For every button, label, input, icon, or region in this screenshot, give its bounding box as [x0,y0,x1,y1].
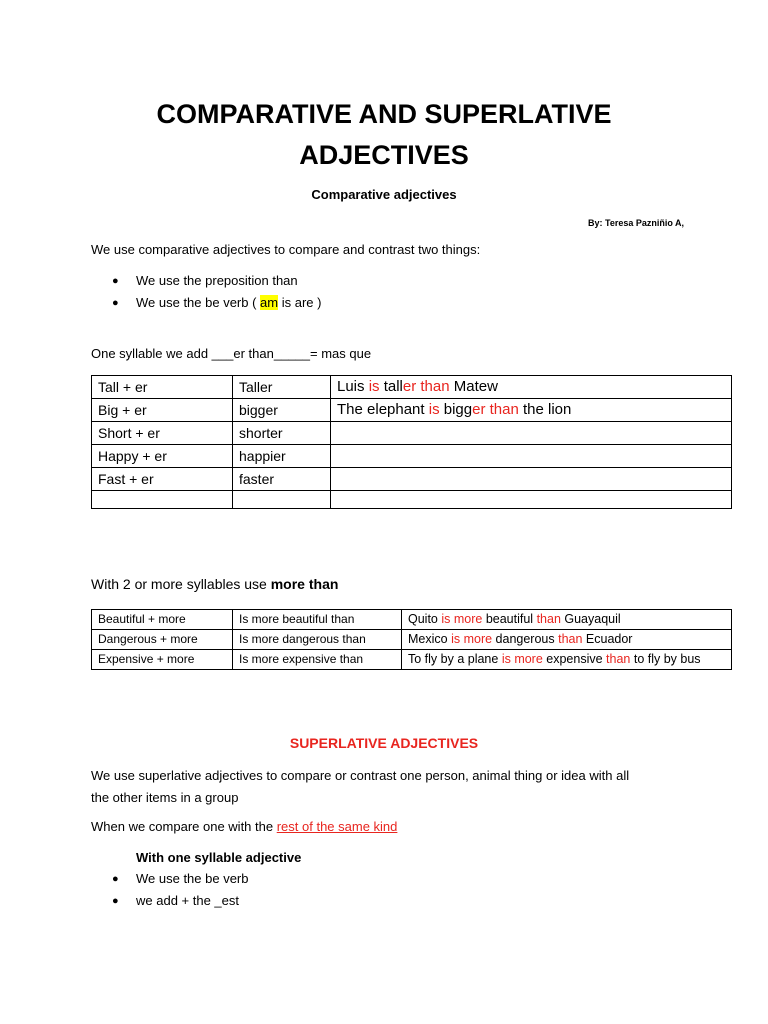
table-cell: Dangerous + more [92,630,233,650]
example-sentence: Quito is more beautiful than Guayaquil [402,610,732,630]
intro-paragraph: We use comparative adjectives to compare and contrast two things: [91,242,481,257]
table-cell: faster [233,468,331,491]
table-cell: Big + er [92,399,233,422]
table-cell: Expensive + more [92,650,233,670]
page-title-line2: ADJECTIVES [299,140,469,170]
table-cell [331,468,732,491]
more-than-table [91,609,732,670]
list-item: ● We use the preposition than [112,270,321,292]
two-syllable-rule: With 2 or more syllables use more than [91,576,339,592]
table-cell: Taller [233,376,331,399]
list-item: ● We use the be verb [112,868,249,890]
one-syllable-heading: With one syllable adjective [136,850,302,865]
table-cell [331,491,732,509]
highlighted-word: am [260,295,279,310]
table-row [92,650,732,670]
section-subtitle: Comparative adjectives [311,187,457,202]
table-cell: happier [233,445,331,468]
table-row [92,422,732,445]
comparative-table [91,375,732,509]
bullet-icon: ● [112,297,119,309]
table-row [92,610,732,630]
table-cell [331,422,732,445]
bullet-list-superlative [112,868,249,912]
table-row [92,468,732,491]
red-underlined-phrase: rest of the same kind [276,819,398,834]
superlative-heading: SUPERLATIVE ADJECTIVES [289,735,479,751]
superlative-paragraph-line2: the other items in a group [91,790,239,805]
author-byline: By: Teresa Pazniñio A, [588,218,685,228]
table-cell: Is more dangerous than [233,630,402,650]
table-cell: Is more expensive than [233,650,402,670]
table-cell [233,491,331,509]
bullet-icon: ● [112,895,119,907]
bullet-icon: ● [112,275,119,287]
table-cell: Happy + er [92,445,233,468]
example-sentence: To fly by a plane is more expensive than to fly by bus [402,650,732,670]
superlative-paragraph-line1: We use superlative adjectives to compare or contrast one person, animal thing or idea with all [91,768,630,783]
table-row [92,491,732,509]
table-row [92,376,732,399]
compare-line: When we compare one with the rest of the same kind [91,819,398,834]
list-item: ● We use the be verb ( am is are ) [112,292,321,314]
bullet-list-comparative [112,270,321,314]
table-cell: Tall + er [92,376,233,399]
table-row [92,399,732,422]
table-cell [92,491,233,509]
bullet-icon: ● [112,873,119,885]
table-cell: Beautiful + more [92,610,233,630]
table-cell: Is more beautiful than [233,610,402,630]
table-cell: Fast + er [92,468,233,491]
table-cell: bigger [233,399,331,422]
page-title-line1: COMPARATIVE AND SUPERLATIVE [156,99,612,129]
table-cell [331,445,732,468]
table-cell: shorter [233,422,331,445]
table-cell: Short + er [92,422,233,445]
one-syllable-rule: One syllable we add ___er than_____= mas que [91,346,372,361]
example-sentence: The elephant is bigger than the lion [331,399,732,422]
table-row [92,445,732,468]
example-sentence: Luis is taller than Matew [331,376,732,399]
table-row [92,630,732,650]
list-item: ● we add + the _est [112,890,249,912]
example-sentence: Mexico is more dangerous than Ecuador [402,630,732,650]
